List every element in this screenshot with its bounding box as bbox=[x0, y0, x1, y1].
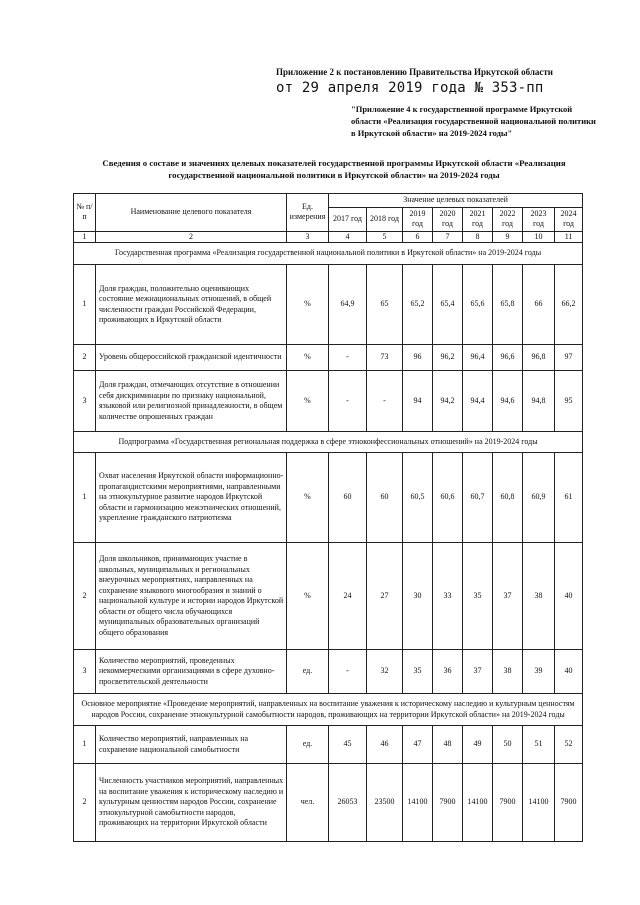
value-cell: 60 bbox=[329, 453, 367, 543]
col-header-year: 2023 год bbox=[523, 207, 555, 231]
value-cell: - bbox=[367, 371, 403, 432]
value-cell: 65,6 bbox=[463, 265, 493, 345]
table-row bbox=[74, 650, 583, 694]
value-cell: 65 bbox=[367, 265, 403, 345]
value-cell: 45 bbox=[329, 726, 367, 764]
value-cell: 96,2 bbox=[433, 345, 463, 371]
row-number: 3 bbox=[74, 371, 96, 432]
value-cell: 65,8 bbox=[493, 265, 523, 345]
value-cell: 50 bbox=[493, 726, 523, 764]
column-number: 3 bbox=[287, 231, 329, 243]
col-header-year: 2024 год bbox=[555, 207, 583, 231]
col-header-year: 2022 год bbox=[493, 207, 523, 231]
col-header-year: 2019 год bbox=[403, 207, 433, 231]
value-cell: 23500 bbox=[367, 764, 403, 842]
indicator-name: Уровень общероссийской гражданской идентичности bbox=[96, 345, 287, 371]
value-cell: 35 bbox=[403, 650, 433, 694]
table-row bbox=[74, 764, 583, 842]
value-cell: 60,5 bbox=[403, 453, 433, 543]
value-cell: 51 bbox=[523, 726, 555, 764]
value-cell: 36 bbox=[433, 650, 463, 694]
column-number: 8 bbox=[463, 231, 493, 243]
column-number: 2 bbox=[96, 231, 287, 243]
value-cell: 48 bbox=[433, 726, 463, 764]
unit-cell: % bbox=[287, 265, 329, 345]
value-cell: 95 bbox=[555, 371, 583, 432]
value-cell: 96,8 bbox=[523, 345, 555, 371]
indicator-name: Количество мероприятий, направленных на сохранение национальной самобытности bbox=[96, 726, 287, 764]
col-header-year: 2021 год bbox=[463, 207, 493, 231]
col-header-year: 2020 год bbox=[433, 207, 463, 231]
column-number: 6 bbox=[403, 231, 433, 243]
indicator-name: Доля граждан, положительно оценивающих состояние межнациональных отношений, в общей численности граждан Российской Федерации, проживающих в Иркутской области bbox=[96, 265, 287, 345]
table-row bbox=[74, 265, 583, 345]
value-cell: 64,9 bbox=[329, 265, 367, 345]
row-number: 2 bbox=[74, 543, 96, 650]
section-title: Государственная программа «Реализация государственной национальной политики в Иркутской области» на 2019-2024 годы bbox=[74, 243, 583, 265]
row-number: 2 bbox=[74, 764, 96, 842]
unit-cell: ед. bbox=[287, 650, 329, 694]
column-number: 9 bbox=[493, 231, 523, 243]
unit-cell: ед. bbox=[287, 726, 329, 764]
row-number: 1 bbox=[74, 726, 96, 764]
value-cell: 96 bbox=[403, 345, 433, 371]
indicator-name: Количество мероприятий, проведенных некоммерческими организациями в сфере духовно-просветительской деятельности bbox=[96, 650, 287, 694]
value-cell: 94,8 bbox=[523, 371, 555, 432]
value-cell: 60,9 bbox=[523, 453, 555, 543]
table-row bbox=[74, 726, 583, 764]
value-cell: 61 bbox=[555, 453, 583, 543]
unit-cell: % bbox=[287, 345, 329, 371]
value-cell: 26053 bbox=[329, 764, 367, 842]
row-number: 1 bbox=[74, 453, 96, 543]
decree-date: от 29 апреля 2019 года № 353-пп bbox=[276, 80, 544, 96]
section-title: Основное мероприятие «Проведение мероприятий, направленных на воспитание уважения к историческому наследию и культурным ценностям народов России, сохранение этнокультурной самобытности народов, проживающих на территории Иркутской области» на 2019-2024 годы bbox=[74, 694, 583, 726]
value-cell: 38 bbox=[523, 543, 555, 650]
value-cell: 14100 bbox=[463, 764, 493, 842]
column-number: 7 bbox=[433, 231, 463, 243]
value-cell: 24 bbox=[329, 543, 367, 650]
unit-cell: % bbox=[287, 453, 329, 543]
col-header-unit: Ед. измерения bbox=[287, 194, 329, 232]
indicators-table bbox=[73, 193, 583, 842]
indicator-name: Охват населения Иркутской области информационно-пропагандистскими мероприятиями, направленными на этнокультурное развитие народов Иркутской области и гармонизацию межэтнических отношений, укрепление гражданского патриотизма bbox=[96, 453, 287, 543]
col-header-year: 2018 год bbox=[367, 207, 403, 231]
value-cell: 7900 bbox=[555, 764, 583, 842]
value-cell: 14100 bbox=[403, 764, 433, 842]
value-cell: 27 bbox=[367, 543, 403, 650]
value-cell: 52 bbox=[555, 726, 583, 764]
column-number: 11 bbox=[555, 231, 583, 243]
value-cell: 60 bbox=[367, 453, 403, 543]
col-header-name: Наименование целевого показателя bbox=[96, 194, 287, 232]
table-row bbox=[74, 453, 583, 543]
section-title: Подпрограмма «Государственная региональная поддержка в сфере этноконфессиональных отношений» на 2019-2024 годы bbox=[74, 432, 583, 453]
value-cell: 33 bbox=[433, 543, 463, 650]
table-row bbox=[74, 345, 583, 371]
value-cell: 14100 bbox=[523, 764, 555, 842]
indicator-name: Доля школьников, принимающих участие в школьных, муниципальных и региональных внеурочных мероприятиях, направленных на сохранение языкового многообразия и знаний о национальной культуре и истории народов Иркутской области от общего числа обучающихся муниципальных образовательных организаций общего образования bbox=[96, 543, 287, 650]
value-cell: 94,4 bbox=[463, 371, 493, 432]
value-cell: 37 bbox=[493, 543, 523, 650]
value-cell: 73 bbox=[367, 345, 403, 371]
value-cell: 35 bbox=[463, 543, 493, 650]
column-number: 4 bbox=[329, 231, 367, 243]
value-cell: 60,6 bbox=[433, 453, 463, 543]
value-cell: 94,2 bbox=[433, 371, 463, 432]
indicator-name: Численность участников мероприятий, направленных на воспитание уважения к историческому наследию и культурным ценностям народов России, сохранение этнокультурной самобытности народов, проживающих на территории Иркутской области bbox=[96, 764, 287, 842]
appendix-header: Приложение 2 к постановлению Правительства Иркутской области bbox=[276, 67, 553, 77]
unit-cell: % bbox=[287, 371, 329, 432]
value-cell: 7900 bbox=[433, 764, 463, 842]
value-cell: 94,6 bbox=[493, 371, 523, 432]
value-cell: 47 bbox=[403, 726, 433, 764]
value-cell: 40 bbox=[555, 543, 583, 650]
value-cell: 49 bbox=[463, 726, 493, 764]
value-cell: - bbox=[329, 345, 367, 371]
value-cell: 65,4 bbox=[433, 265, 463, 345]
document-title: Сведения о составе и значениях целевых показателей государственной программы Иркутской области «Реализация государственной национальной политики в Иркутской области» на 2019-2024 годы bbox=[102, 158, 566, 180]
unit-cell: чел. bbox=[287, 764, 329, 842]
value-cell: 40 bbox=[555, 650, 583, 694]
value-cell: 37 bbox=[463, 650, 493, 694]
value-cell: 66,2 bbox=[555, 265, 583, 345]
col-header-year: 2017 год bbox=[329, 207, 367, 231]
column-number: 5 bbox=[367, 231, 403, 243]
value-cell: 39 bbox=[523, 650, 555, 694]
row-number: 2 bbox=[74, 345, 96, 371]
col-header-number: № п/п bbox=[74, 194, 96, 232]
value-cell: 30 bbox=[403, 543, 433, 650]
value-cell: 46 bbox=[367, 726, 403, 764]
value-cell: 96,6 bbox=[493, 345, 523, 371]
value-cell: 66 bbox=[523, 265, 555, 345]
value-cell: 96,4 bbox=[463, 345, 493, 371]
row-number: 3 bbox=[74, 650, 96, 694]
value-cell: 60,7 bbox=[463, 453, 493, 543]
value-cell: 7900 bbox=[493, 764, 523, 842]
col-header-values: Значение целевых показателей bbox=[329, 194, 583, 208]
value-cell: 94 bbox=[403, 371, 433, 432]
appendix4-header: "Приложение 4 к государственной программе Иркутской области «Реализация государственной национальной политики в Иркутской области» на 2019-2024 годы" bbox=[351, 104, 596, 138]
value-cell: - bbox=[329, 650, 367, 694]
row-number: 1 bbox=[74, 265, 96, 345]
unit-cell: % bbox=[287, 543, 329, 650]
value-cell: 65,2 bbox=[403, 265, 433, 345]
value-cell: - bbox=[329, 371, 367, 432]
value-cell: 32 bbox=[367, 650, 403, 694]
value-cell: 38 bbox=[493, 650, 523, 694]
column-number: 10 bbox=[523, 231, 555, 243]
column-number: 1 bbox=[74, 231, 96, 243]
indicator-name: Доля граждан, отмечающих отсутствие в отношении себя дискриминации по признаку национальной, языковой или религиозной принадлежности, в общем количестве опрошенных граждан bbox=[96, 371, 287, 432]
value-cell: 60,8 bbox=[493, 453, 523, 543]
table-row bbox=[74, 543, 583, 650]
table-row bbox=[74, 371, 583, 432]
value-cell: 97 bbox=[555, 345, 583, 371]
